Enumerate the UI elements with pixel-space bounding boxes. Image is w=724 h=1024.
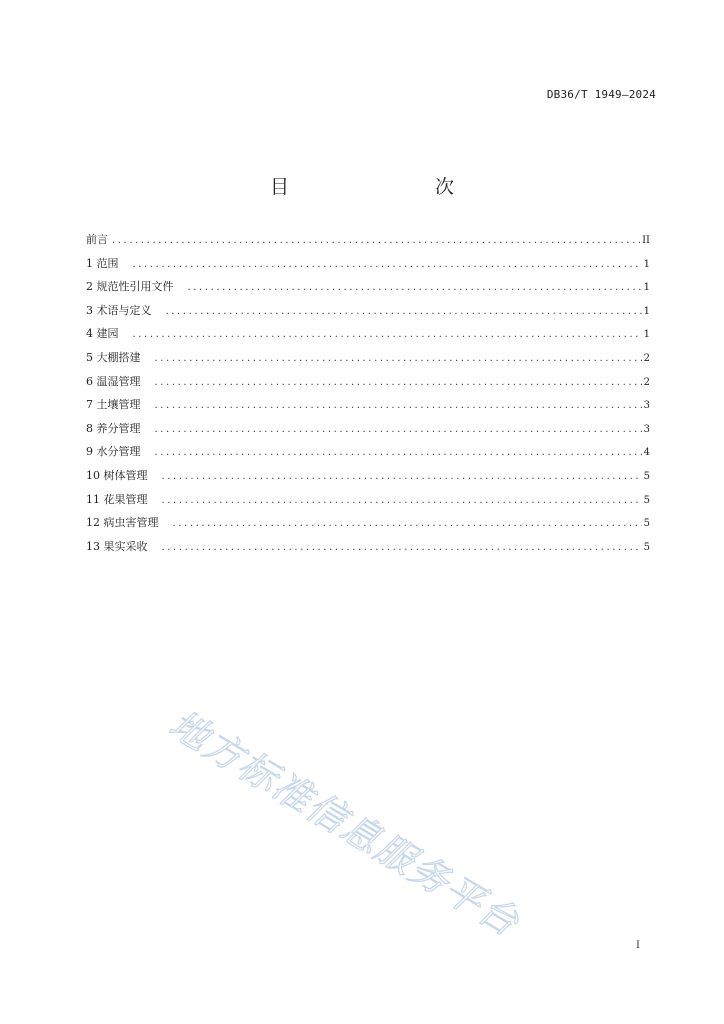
toc-entry-label: 6 温湿管理 [86,374,141,388]
toc-leader-dots [155,373,642,393]
toc-entry-label: 前言 [86,233,108,246]
toc-entry-page: 1 [643,282,650,294]
toc-entry-page: 3 [643,423,650,435]
toc-entry-label: 2 规范性引用文件 [86,280,174,294]
toc-entry-foreword[interactable] [86,230,650,254]
toc-entry-page: 4 [643,447,650,459]
toc-leader-dots [133,325,642,345]
toc-leader-dots [162,491,642,511]
toc-entry-page: 5 [643,494,650,506]
watermark: 地方标准信息服务平台 [161,701,528,946]
toc-leader-dots [155,420,642,440]
toc-entry-scope[interactable] [86,254,650,278]
toc-entry-page: 2 [643,352,650,364]
toc-leader-dots [166,302,642,322]
toc-leader-dots [188,278,642,298]
toc-entry-label: 13 果实采收 [86,539,148,553]
toc-entry-label: 1 范围 [86,256,119,270]
toc-entry-orchard-establishment[interactable] [86,324,650,348]
toc-entry-page: 5 [643,470,650,482]
toc-leader-dots [162,538,642,558]
toc-entry-page: 2 [643,376,650,388]
page-number: I [636,940,640,951]
toc-leader-dots [133,255,642,275]
toc-entry-page: 1 [643,329,650,341]
toc-entry-flower-fruit[interactable] [86,490,650,514]
toc-entry-label: 8 养分管理 [86,421,141,435]
toc-entry-page: II [642,235,650,246]
toc-entry-page: 1 [643,258,650,270]
toc-leader-dots [162,467,642,487]
toc-entry-nutrient[interactable] [86,419,650,443]
toc-entry-harvest[interactable] [86,537,650,561]
toc-entry-greenhouse[interactable] [86,348,650,372]
toc-entry-soil[interactable] [86,395,650,419]
standard-code: DB36/T 1949—2024 [546,88,656,101]
toc-entry-terms-definitions[interactable] [86,301,650,325]
toc-entry-tree[interactable] [86,466,650,490]
toc-entry-page: 3 [643,400,650,412]
table-of-contents [86,230,650,560]
toc-entry-label: 3 术语与定义 [86,303,152,317]
toc-entry-label: 10 树体管理 [86,468,148,482]
toc-entry-label: 12 病虫害管理 [86,516,159,530]
toc-entry-page: 5 [643,541,650,553]
toc-entry-page: 5 [643,518,650,530]
toc-entry-page: 1 [643,305,650,317]
toc-leader-dots [155,349,642,369]
toc-entry-label: 7 土壤管理 [86,398,141,412]
toc-leader-dots [155,396,642,416]
toc-leader-dots [112,231,640,251]
toc-entry-temperature-humidity[interactable] [86,372,650,396]
toc-leader-dots [173,514,642,534]
toc-entry-normative-references[interactable] [86,277,650,301]
toc-entry-water[interactable] [86,442,650,466]
toc-entry-label: 9 水分管理 [86,445,141,459]
toc-entry-pest-disease[interactable] [86,513,650,537]
toc-leader-dots [155,443,642,463]
toc-entry-label: 5 大棚搭建 [86,350,141,364]
page-title: 目 次 [269,176,490,198]
toc-entry-label: 4 建园 [86,327,119,341]
toc-entry-label: 11 花果管理 [86,492,148,506]
